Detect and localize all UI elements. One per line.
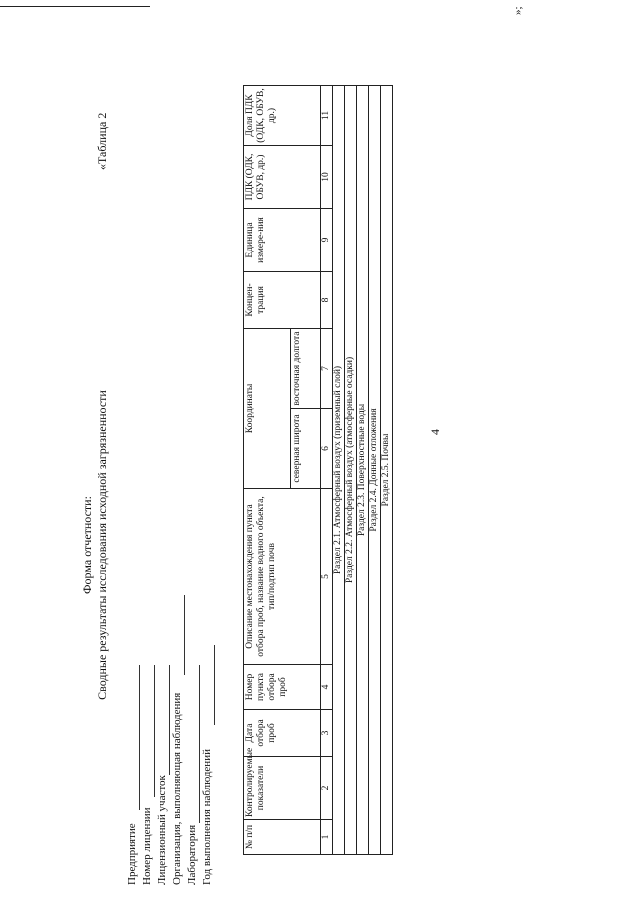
field-year: Год выполнения наблюдений: [201, 749, 213, 885]
header-indicators: Контролируемые показатели: [244, 757, 321, 820]
header-pdk: ПДК (ОДК, ОБУВ, др.): [244, 146, 321, 209]
page-number: 4: [428, 429, 442, 435]
field-line: [184, 595, 185, 675]
col-number: 8: [321, 272, 333, 329]
section-row-surface-water: Раздел 2.3. Поверхностные воды: [357, 86, 369, 855]
header-unit: Единица измере-ния: [244, 209, 321, 272]
field-laboratory: Лаборатория: [186, 824, 198, 885]
col-number: 6: [321, 409, 333, 489]
header-coordinates: Координаты: [244, 329, 291, 489]
col-number: 1: [321, 820, 333, 855]
results-table: [243, 30, 393, 856]
col-number: 10: [321, 146, 333, 209]
section-row-atmosphere-precipitation: Раздел 2.2. Атмосферный воздух (атмосферные осадки): [345, 86, 357, 855]
section-row-bottom-sediments: Раздел 2.4. Донные отложения: [369, 86, 381, 855]
field-line: [214, 645, 215, 725]
field-license-number: Номер лицензии: [141, 807, 153, 885]
section-row-soils: Раздел 2.5. Почвы: [381, 86, 393, 855]
header-point-number: Номер пункта отбора проб: [244, 665, 321, 710]
table-caption: «Таблица 2: [95, 112, 109, 170]
header-description: Описание местонахождения пункта отбора проб, название водного объекта, тип/подтип почв: [244, 489, 321, 665]
col-number: 3: [321, 710, 333, 757]
field-organization: Организация, выполняющая наблюдения: [171, 692, 183, 885]
section-row-atmosphere-air: Раздел 2.1. Атмосферный воздух (приземный слой): [333, 86, 345, 855]
header-no: № п/п: [244, 820, 321, 855]
field-line: [154, 665, 155, 797]
header-pdk-share: Доля ПДК (ОДК, ОБУВ, др.): [244, 86, 321, 146]
col-number: 7: [321, 329, 333, 409]
field-line: [169, 665, 170, 775]
form-subtitle: Сводные результаты исследования исходной загрязненности: [95, 390, 109, 700]
col-number: 11: [321, 86, 333, 146]
field-line: [139, 665, 140, 810]
field-line: [199, 665, 200, 823]
col-number: 5: [321, 489, 333, 665]
header-concentration: Концен-трация: [244, 272, 321, 329]
form-title: Форма отчетности:: [80, 496, 94, 594]
header-date: Дата отбора проб: [244, 710, 321, 757]
col-number: 2: [321, 757, 333, 820]
closing-mark: »;: [512, 6, 524, 15]
col-number: 4: [321, 665, 333, 710]
header-longitude: восточная долгота: [291, 329, 321, 409]
field-enterprise: Предприятие: [126, 823, 138, 885]
header-latitude: северная широта: [291, 409, 321, 489]
field-license-area: Лицензионный участок: [156, 775, 168, 885]
col-number: 9: [321, 209, 333, 272]
spacer: [244, 30, 393, 86]
